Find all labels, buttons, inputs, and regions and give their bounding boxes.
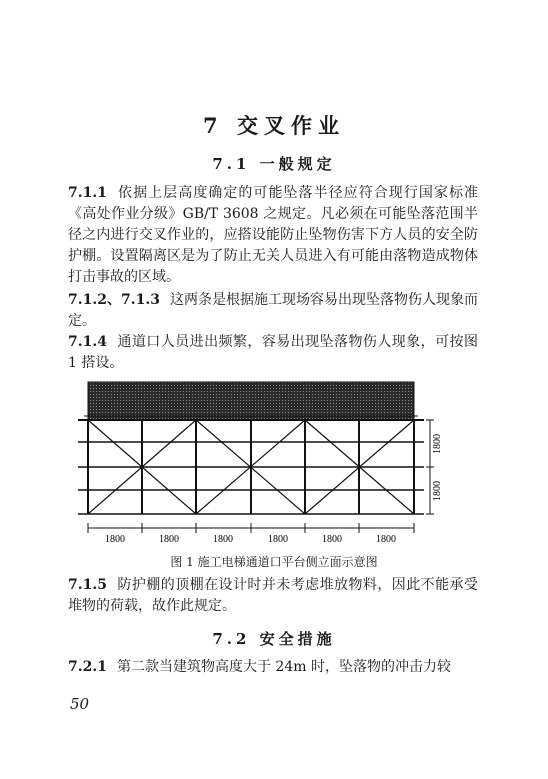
bottom-dim-1: 1800 [105,534,125,545]
clause-text: 通道口人员进出频繁，容易出现坠落物伤人现象，可按图 1 搭设。 [68,334,478,371]
section-title-7-2: 7.2 安全措施 [212,630,336,648]
bottom-dim-5: 1800 [322,534,342,545]
paragraph-7-1-1 [68,183,478,288]
clause-number: 7.1.2、7.1.3 [68,292,160,308]
clause-text: 依据上层高度确定的可能坠落半径应符合现行国家标准《高处作业分级》GB/T 3608 之规定。凡必须在可能坠落范围半径之内进行交叉作业的，应搭设能防止坠物伤害下方人员的安全防护棚。设置隔离区是为了防止无关人员进入有可能由落物造成物体打击事故的区域。 [68,185,478,285]
bottom-dim-4: 1800 [268,534,288,545]
paragraph-7-1-4 [68,332,478,374]
clause-number: 7.1.5 [68,577,107,593]
clause-number: 7.2.1 [68,659,107,675]
side-dim-lower: 1800 [432,481,443,501]
clause-text: 防护棚的顶棚在设计时并未考虑堆放物料，因此不能承受堆物的荷载，故作此规定。 [68,577,478,614]
figure-caption: 图 1 施工电梯通道口平台侧立面示意图 [170,555,378,569]
bottom-dimension-lines [88,523,414,533]
side-dim-upper: 1800 [432,434,443,454]
clause-text: 第二款当建筑物高度大于 24m 时，坠落物的冲击力较 [116,659,451,675]
paragraph-7-1-2 [68,290,478,332]
figure-diagram [68,378,468,550]
paragraph-7-1-5 [68,575,478,617]
clause-number: 7.1.4 [68,334,107,350]
chapter-title: 7 交叉作业 [203,113,345,138]
bottom-dim-3: 1800 [213,534,233,545]
page-number: 50 [70,695,90,713]
paragraph-7-2-1 [68,657,478,678]
section-title-7-1: 7.1 一般规定 [212,155,336,173]
bottom-dim-6: 1800 [376,534,396,545]
clause-text: 这两条是根据施工现场容易出现坠落物伤人现象而定。 [68,292,478,329]
scaffold-elevation-drawing [68,378,468,550]
clause-number: 7.1.1 [68,185,107,201]
bottom-dim-2: 1800 [159,534,179,545]
roof-mesh [88,382,414,420]
